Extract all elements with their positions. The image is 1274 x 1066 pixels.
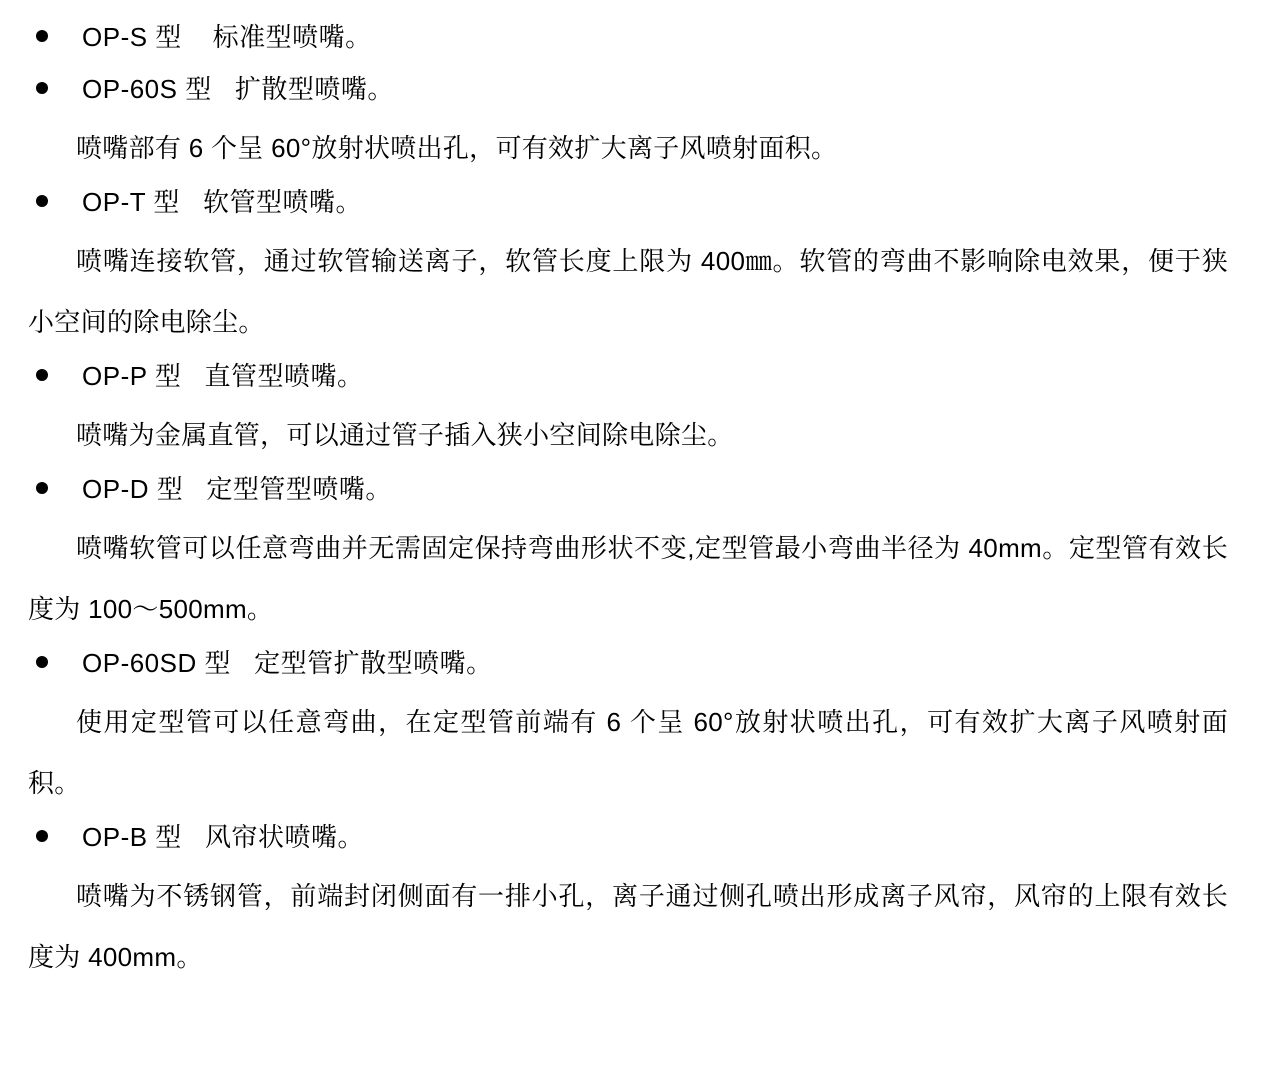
paragraph: 喷嘴软管可以任意弯曲并无需固定保持弯曲形状不变,定型管最小弯曲半径为 40mm。定型管有效长度为 100～500mm。 [28,533,1228,624]
list-item [28,640,1234,686]
paragraph: 喷嘴连接软管，通过软管输送离子，软管长度上限为 400㎜。软管的弯曲不影响除电效果，便于狭小空间的除电除尘。 [28,246,1228,337]
list-item [28,466,1234,512]
bullet-dot-icon [36,369,48,381]
list-item-label: OP-B 型 风帘状喷嘴。 [82,822,364,852]
list-item-label: OP-T 型 软管型喷嘴。 [82,187,363,217]
paragraph: 喷嘴为不锈钢管，前端封闭侧面有一排小孔，离子通过侧孔喷出形成离子风帘，风帘的上限有效长度为 400mm。 [28,881,1228,972]
bullet-dot-icon [36,656,48,668]
paragraph: 喷嘴为金属直管，可以通过管子插入狭小空间除电除尘。 [76,420,734,450]
bullet-dot-icon [36,82,48,94]
list-item-label: OP-60SD 型 定型管扩散型喷嘴。 [82,648,493,678]
list-item [28,179,1234,225]
list-item-label: OP-P 型 直管型喷嘴。 [82,361,364,391]
list-item-label: OP-S 型 标准型喷嘴。 [82,22,372,52]
list-item-label: OP-60S 型 扩散型喷嘴。 [82,74,394,104]
bullet-dot-icon [36,30,48,42]
bullet-dot-icon [36,482,48,494]
list-item [28,353,1234,399]
list-item [28,14,1234,60]
paragraph: 喷嘴部有 6 个呈 60°放射状喷出孔，可有效扩大离子风喷射面积。 [76,133,838,163]
bullet-dot-icon [36,830,48,842]
list-item-label: OP-D 型 定型管型喷嘴。 [82,474,392,504]
bullet-dot-icon [36,195,48,207]
list-item [28,814,1234,860]
list-item [28,66,1234,112]
paragraph: 使用定型管可以任意弯曲，在定型管前端有 6 个呈 60°放射状喷出孔，可有效扩大离子风喷射面积。 [28,707,1228,798]
